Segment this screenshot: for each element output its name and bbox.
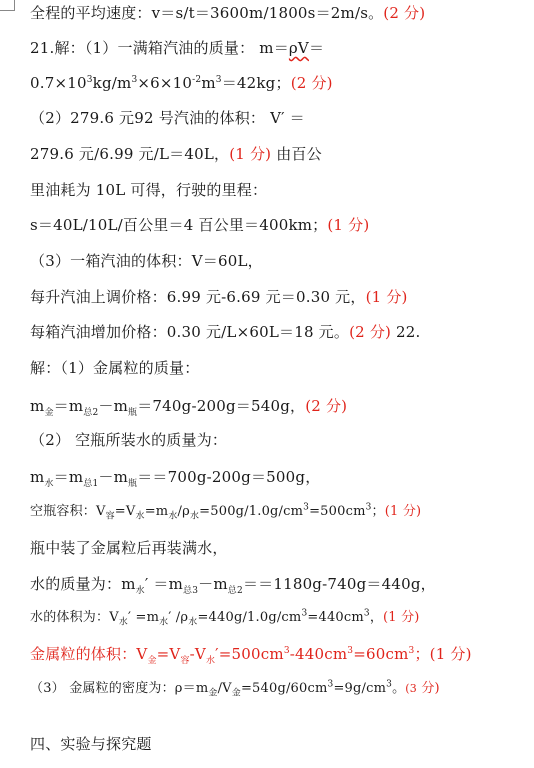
line-metal-density: （3） 金属粒的密度为：$\rho=m_金/V_金=540g/60cm^3=9g/cm^3$。(3 分) <box>30 679 440 699</box>
score-mark: (1 分) <box>384 504 422 519</box>
line-volume-calc: 279.6 元/6.99 元/L＝40L，(1 分) 由百公 <box>30 145 322 163</box>
line-price-per-liter: 每升汽油上调价格：6.99 元-6.69 元＝0.30 元，(1 分) <box>30 288 408 306</box>
corner-mark <box>0 0 15 11</box>
line-water-mass: $m_水=m_{总1}-m_瓶==700g-200g=500g$， <box>30 468 321 489</box>
score-mark: (2 分) <box>305 397 348 415</box>
line-bottle-volume: 空瓶容积：$V_容=V_水=m_水/\rho_水=500g/1.0g/cm^3=500cm^3$；(1 分) <box>30 502 422 522</box>
line-price-per-tank: 每箱汽油增加价格：0.30 元/L×60L＝18 元。(2 分) 22. <box>30 323 421 341</box>
score-mark: (3 <box>405 682 417 695</box>
score-mark: (1 分) <box>383 610 420 625</box>
score-mark: (1 分) <box>365 288 408 306</box>
line-metal-mass: $m_金=m_{总2}-m_瓶=740g-200g=540g$，(2 分) <box>30 397 348 418</box>
line-metal-volume: 金属粒的体积：$V_金=V_容-V_水'=500cm^3-440cm^3=60cm^3$；(1 分) <box>30 645 472 666</box>
line-average-speed: 全程的平均速度：v＝s/t＝3600m/1800s＝2m/s。(2 分) <box>30 4 426 22</box>
line-fuel-consumption: 里油耗为 10L 可得，行驶的里程： <box>30 181 268 199</box>
line-q21-mass: 21.解：（1）一满箱汽油的质量： m＝ρV＝ <box>30 39 325 57</box>
line-water-mass-2: 水的质量为：$m_水' =m_{总3}-m_{总2}==1180g-740g=440g$， <box>30 575 436 596</box>
line-water-volume: 水的体积为：$V_水' =m_水'$ $/\rho_水=440g/1.0g/cm^3=440cm^3$，(1 分) <box>30 608 420 628</box>
score-mark: (2 分) <box>383 4 426 22</box>
line-tank-volume: （3）一箱汽油的体积：V＝60L， <box>30 252 263 270</box>
line-water-mass-title: （2） 空瓶所装水的质量为： <box>30 431 228 449</box>
score-mark: (2 分) <box>349 323 392 341</box>
line-q22-mass-title: 解：（1）金属粒的质量： <box>30 359 200 377</box>
line-mass-calc: $0.7\times 10^3kg/m^3\times 6\times 10^{-2}m^3=42kg$；(2 分) <box>30 74 333 92</box>
score-mark: 分) <box>416 681 440 696</box>
line-distance: s＝40L/10L/百公里＝4 百公里＝400km；(1 分) <box>30 216 370 234</box>
rho-v: ρV <box>288 39 309 57</box>
line-refill-note: 瓶中装了金属粒后再装满水， <box>30 539 228 557</box>
score-mark: (1 分) <box>327 216 370 234</box>
score-mark: (2 分) <box>290 74 333 92</box>
score-mark: (1 分) <box>229 145 272 163</box>
section-heading: 四、实验与探究题 <box>30 735 152 753</box>
line-volume-92: （2）279.6 元92 号汽油的体积： V′ ＝ <box>30 109 305 127</box>
